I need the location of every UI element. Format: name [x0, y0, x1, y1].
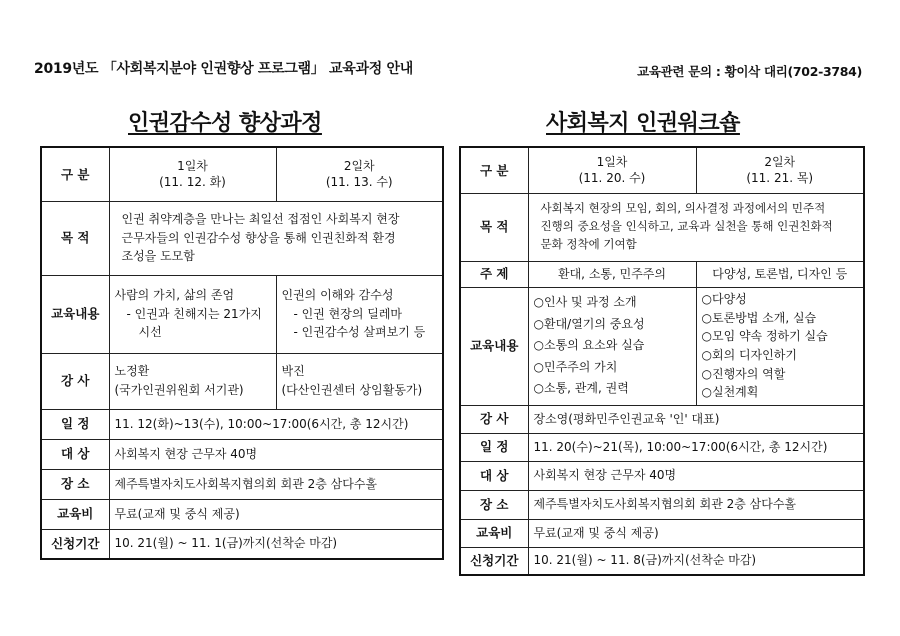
label-purpose: 목 적: [460, 193, 528, 261]
label-instructor: 강 사: [41, 353, 109, 409]
apply-value: 10. 21(월) ~ 11. 8(금)까지(선착순 마감): [528, 547, 864, 575]
right-course-title: 사회복지 인권워크숍: [546, 111, 740, 136]
purpose-text: 인권 취약계층을 만나는 최일선 접점인 사회복지 현장 근무자들의 인권감수성 향상을 통해 인권친화적 환경 조성을 도모함: [109, 201, 443, 275]
target-value: 사회복지 현장 근무자 40명: [109, 439, 443, 469]
label-purpose: 목 적: [41, 201, 109, 275]
day1-instructor: 노정환 (국가인권위원회 서기관): [109, 353, 276, 409]
document-title: 2019년도 「사회복지분야 인권향상 프로그램」 교육과정 안내: [34, 61, 413, 77]
day2-header: 2일차 (11. 21. 목): [696, 147, 864, 193]
label-apply: 신청기간: [41, 529, 109, 559]
day2-theme: 다양성, 토론법, 디자인 등: [696, 261, 864, 287]
label-fee: 교육비: [460, 519, 528, 547]
right-course-table: [459, 146, 865, 576]
target-value: 사회복지 현장 근무자 40명: [528, 461, 864, 490]
label-target: 대 상: [460, 461, 528, 490]
label-venue: 장 소: [41, 469, 109, 499]
day1-content: 사람의 가치, 삶의 존엄 - 인권과 친해지는 21가지 시선: [109, 275, 276, 353]
day1-header: 1일차 (11. 12. 화): [109, 147, 276, 201]
label-schedule: 일 정: [41, 409, 109, 439]
label-category: 구 분: [41, 147, 109, 201]
label-theme: 주 제: [460, 261, 528, 287]
day2-instructor: 박진 (다산인권센터 상임활동가): [276, 353, 443, 409]
venue-value: 제주특별자치도사회복지협의회 회관 2층 삼다수홀: [109, 469, 443, 499]
label-apply: 신청기간: [460, 547, 528, 575]
left-course-title: 인권감수성 향상과정: [128, 111, 322, 136]
apply-value: 10. 21(월) ~ 11. 1(금)까지(선착순 마감): [109, 529, 443, 559]
venue-value: 제주특별자치도사회복지협의회 회관 2층 삼다수홀: [528, 490, 864, 519]
label-content: 교육내용: [41, 275, 109, 353]
day2-content: 인권의 이해와 감수성 - 인권 현장의 딜레마 - 인권감수성 살펴보기 등: [276, 275, 443, 353]
left-course-table: [40, 146, 444, 560]
label-fee: 교육비: [41, 499, 109, 529]
schedule-value: 11. 20(수)~21(목), 10:00~17:00(6시간, 총 12시간): [528, 433, 864, 461]
label-instructor: 강 사: [460, 405, 528, 433]
instructor-value: 장소영(평화민주인권교육 '인' 대표): [528, 405, 864, 433]
day2-content: ○다양성 ○토론방법 소개, 실습 ○모임 약속 정하기 실습 ○회의 디자인하기 ○진행자의 역할 ○실천계획: [696, 287, 864, 405]
day1-header: 1일차 (11. 20. 수): [528, 147, 696, 193]
label-content: 교육내용: [460, 287, 528, 405]
schedule-value: 11. 12(화)~13(수), 10:00~17:00(6시간, 총 12시간): [109, 409, 443, 439]
label-category: 구 분: [460, 147, 528, 193]
day2-header: 2일차 (11. 13. 수): [276, 147, 443, 201]
fee-value: 무료(교재 및 중식 제공): [528, 519, 864, 547]
label-venue: 장 소: [460, 490, 528, 519]
day1-content: ○인사 및 과정 소개 ○환대/열기의 중요성 ○소통의 요소와 실습 ○민주주의 가치 ○소통, 관계, 권력: [528, 287, 696, 405]
purpose-text: 사회복지 현장의 모임, 회의, 의사결정 과정에서의 민주적 진행의 중요성을 인식하고, 교육과 실천을 통해 인권친화적 문화 정착에 기여함: [528, 193, 864, 261]
fee-value: 무료(교재 및 중식 제공): [109, 499, 443, 529]
label-target: 대 상: [41, 439, 109, 469]
day1-theme: 환대, 소통, 민주주의: [528, 261, 696, 287]
label-schedule: 일 정: [460, 433, 528, 461]
contact-info: 교육관련 문의 : 황이삭 대리(702-3784): [637, 64, 862, 79]
